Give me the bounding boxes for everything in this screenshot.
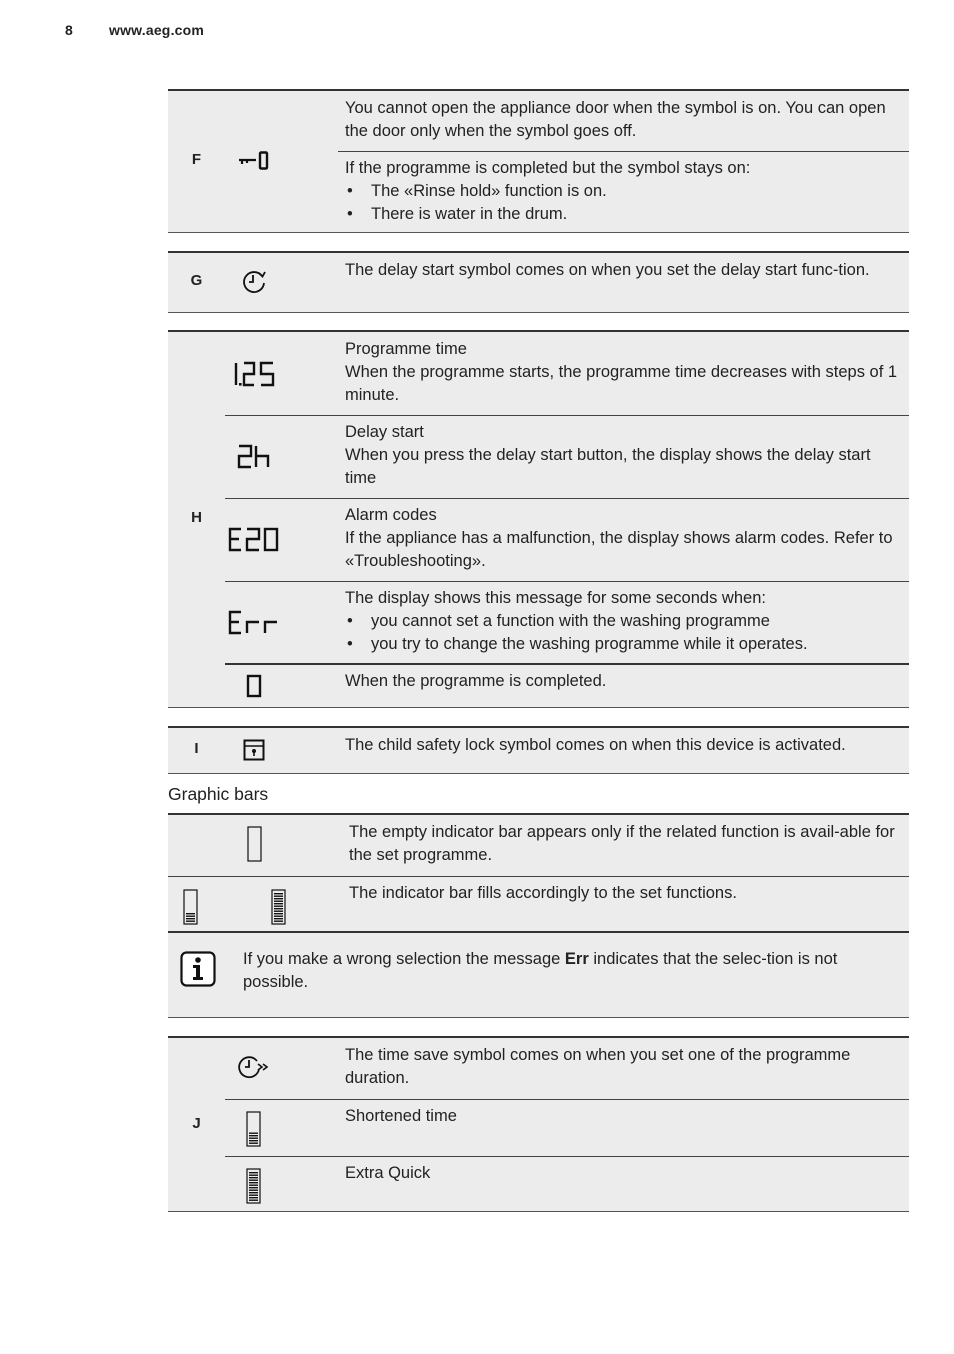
row-letter-i: I	[194, 740, 199, 757]
block-h	[168, 330, 909, 708]
row-letter-j: J	[192, 1115, 201, 1132]
site-url: www.aeg.com	[109, 22, 205, 38]
block-f-text-2	[345, 157, 903, 226]
block-i	[168, 726, 909, 774]
block-f-text-1: You cannot open the appliance door when the symbol is on. You can open the door only when the symbol goes off.	[345, 99, 886, 140]
block-f	[168, 89, 909, 233]
zero-display	[225, 665, 283, 707]
full-bar-icon	[252, 881, 306, 933]
filled-bar-text: The indicator bar fills accordingly to the set functions.	[349, 884, 737, 902]
delay-start-title: Delay start	[345, 423, 424, 441]
block-f-row-1	[225, 91, 909, 151]
programme-time-display	[225, 332, 283, 415]
graphic-bars-heading: Graphic bars	[168, 784, 269, 804]
programme-time-body: When the programme starts, the programme time decreases with steps of 1 minute.	[345, 363, 898, 404]
graphic-bars-row-filled	[168, 876, 909, 934]
completed-text: When the programme is completed.	[345, 672, 607, 690]
empty-bar-icon	[228, 815, 282, 873]
err-title: The display shows this message for some seconds when:	[345, 589, 766, 607]
delay-start-clock-icon	[225, 253, 283, 311]
shortened-time-bar-icon	[225, 1104, 283, 1154]
child-lock-icon	[225, 728, 283, 772]
err-text	[345, 587, 903, 656]
row-letter-h: H	[191, 509, 202, 526]
delay-start-display	[225, 416, 283, 496]
info-note-text-after: indicates that the selec-tion is not possible.	[243, 950, 838, 991]
block-f-text-2-intro: If the programme is completed but the symbol stays on:	[345, 159, 751, 177]
alarm-codes-text	[345, 504, 903, 573]
block-j-row-extra-quick	[225, 1156, 909, 1212]
err-bullets	[345, 610, 903, 656]
block-g-row	[225, 253, 909, 313]
shortened-time-text: Shortened time	[345, 1107, 457, 1125]
programme-time-title: Programme time	[345, 340, 467, 358]
page-number: 8	[65, 22, 73, 38]
bullet-item: • you cannot set a function with the washing programme	[345, 610, 903, 633]
empty-bar-text: The empty indicator bar appears only if the related function is avail-able for the set programme.	[349, 823, 895, 864]
block-g-text: The delay start symbol comes on when you set the delay start func-tion.	[345, 261, 870, 279]
partial-bar-icon	[168, 881, 214, 933]
graphic-bars-table	[168, 813, 909, 933]
block-j	[168, 1036, 909, 1212]
bullet-item: • you try to change the washing programme while it operates.	[345, 633, 903, 656]
programme-time-text	[345, 338, 903, 407]
block-i-text: The child safety lock symbol comes on when this device is activated.	[345, 736, 846, 754]
graphic-bars-row-empty	[168, 815, 909, 876]
alarm-codes-title: Alarm codes	[345, 506, 437, 524]
time-save-icon	[225, 1038, 283, 1096]
row-letter-g: G	[190, 272, 203, 289]
delay-start-text	[345, 421, 903, 490]
block-i-row	[225, 728, 909, 774]
block-f-bullets	[345, 180, 903, 226]
block-h-row-err	[225, 581, 909, 663]
block-g	[168, 251, 909, 313]
extra-quick-bar-icon	[225, 1161, 283, 1211]
alarm-codes-body: If the appliance has a malfunction, the display shows alarm codes. Refer to «Troubleshooting».	[345, 529, 893, 570]
info-note-err: Err	[564, 950, 589, 968]
block-h-row-alarm-codes	[225, 498, 909, 581]
extra-quick-text: Extra Quick	[345, 1164, 431, 1182]
time-save-text: The time save symbol comes on when you set one of the programme duration.	[345, 1046, 851, 1087]
door-lock-key-icon	[225, 91, 283, 231]
info-note-text	[243, 948, 869, 994]
block-h-row-completed	[225, 663, 909, 708]
info-note	[168, 931, 909, 1018]
err-display	[225, 582, 283, 662]
block-f-row-2	[338, 151, 909, 234]
bullet-item: • The «Rinse hold» function is on.	[345, 180, 903, 203]
delay-start-body: When you press the delay start button, the display shows the delay start time	[345, 446, 871, 487]
block-h-row-delay-start	[225, 415, 909, 498]
alarm-code-display	[225, 499, 283, 579]
row-letter-f: F	[191, 151, 202, 168]
block-h-row-programme-time	[225, 332, 909, 415]
block-j-row-shortened	[225, 1099, 909, 1156]
info-note-text-before: If you make a wrong selection the message	[243, 950, 565, 968]
page-header	[65, 22, 204, 38]
info-icon	[180, 951, 216, 992]
block-j-row-time-save	[225, 1038, 909, 1099]
bullet-item: • There is water in the drum.	[345, 203, 903, 226]
